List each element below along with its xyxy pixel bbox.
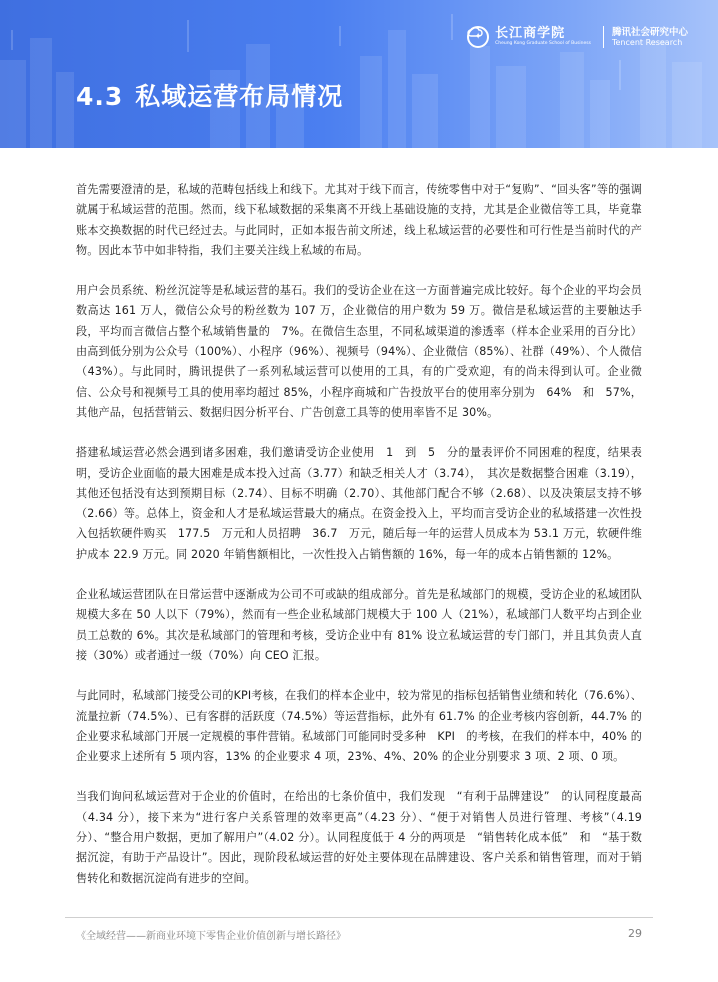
- logo-divider: [603, 26, 604, 48]
- tencent-logo-en: Tencent Research: [611, 37, 683, 47]
- header-banner: [0, 0, 718, 148]
- footer-divider: [65, 917, 653, 918]
- footer-report-title: 《全域经营——新商业环境下零售企业价值创新与增长路径》: [76, 931, 346, 942]
- paragraph-4: 企业私域运营团队在日常运营中逐渐成为公司不可或缺的组成部分。首先是私域部门的规模，受访企业的私域团队规模大多在 50 人以下（79%），然而有一些企业私域部门规模大于 100 人（21%），私域部门人数平均占到企业员工总数的 6%。其次是私域部门的管理和考核，受访企业中有 81% 设立私域运营的专门部门，并且其负责人直接（30%）或者通过一级（70%）向 CEO 汇报。: [76, 588, 642, 662]
- tencent-logo-icon: [467, 26, 483, 38]
- section-title: [76, 77, 343, 113]
- section-number: 4.3: [76, 82, 124, 111]
- ckgsb-logo: [495, 27, 591, 47]
- tencent-research-logo: [612, 27, 688, 48]
- ckgsb-logo-en: Cheung Kong Graduate School of Business: [495, 41, 591, 46]
- paragraph-2: 用户会员系统、粉丝沉淀等是私域运营的基石。我们的受访企业在这一方面普遍完成比较好。每个企业的平均会员数高达 161 万人，微信公众号的粉丝数为 107 万，企业微信的用户数为 59 万。微信是私域运营的主要触达手段，平均而言微信占整个私域销售量的 7%。在微信生态里，不同私域渠道的渗透率（样本企业采用的百分比）由高到低分别为公众号（100%）、小程序（96%）、视频号（94%）、企业微信（85%）、社群（49%）、个人微信（43%）。与此同时，腾讯提供了一系列私域运营可以使用的工具，有的广受欢迎，有的尚未得到认可。企业微信、公众号和视频号工具的使用率均超过 85%，小程序商城和广告投放平台的使用率分别为 64% 和 57%，其他产品，包括营销云、数据归因分析平台、广告创意工具等的使用率皆不足 30%。: [76, 284, 642, 419]
- paragraph-1: 首先需要澄清的是，私域的范畴包括线上和线下。尤其对于线下而言，传统零售中对于“复购”、“回头客”等的强调就属于私域运营的范围。然而，线下私域数据的采集离不开线上基础设施的支持，尤其是企业微信等工具，毕竟靠账本交换数据的时代已经过去。与此同时，正如本报告前文所述，线上私域运营的必要性和可行性是当前时代的产物。因此本节中如非特指，我们主要关注线上私域的布局。: [76, 183, 642, 257]
- paragraph-3: 搭建私域运营必然会遇到诸多困难，我们邀请受访企业使用 1 到 5 分的量表评价不同困难的程度，结果表明，受访企业面临的最大困难是成本投入过高（3.77）和缺乏相关人才（3.74）， 其次是数据整合困难（3.19），其他还包括没有达到预期目标（2.74）、目标不明确（2.70）、其他部门配合不够（2.68）、以及决策层支持不够（2.66）等。总体上，资金和人才是私域运营最大的痛点。在资金投入上，平均而言受访企业的私域搭建一次性投入包括软硬件购买 177.5 万元和人员招聘 36.7 万元，随后每一年的运营人员成本为 53.1 万元，软硬件维护成本 22.9 万元。同 2020 年销售额相比，一次性投入占销售额的 16%，每一年的成本占销售额的 12%。: [76, 446, 642, 561]
- paragraph-5: 与此同时，私域部门接受公司的KPI考核，在我们的样本企业中，较为常见的指标包括销售业绩和转化（76.6%）、流量拉新（74.5%）、已有客群的活跃度（74.5%）等运营指标，此外有 61.7% 的企业考核内容创新，44.7% 的企业要求私域部门开展一定规模的事件营销。私域部门可能同时受多种 KPI 的考核，在我们的样本中，40% 的企业要求上述所有 5 项内容，13% 的企业要求 4 项，23%、4%、20% 的企业分别要求 3 项、2 项、0 项。: [76, 689, 642, 764]
- header-logos: [467, 26, 688, 48]
- body-text: [76, 180, 642, 909]
- paragraph-6: 当我们询问私域运营对于企业的价值时，在给出的七条价值中，我们发现 “有利于品牌建设” 的认同程度最高（4.34 分），接下来为“进行客户关系管理的效率更高”（4.23 分）、“便于对销售人员进行管理、考核”（4.19 分）、“整合用户数据，更加了解用户”（4.02 分）。认同程度低于 4 分的两项是 “销售转化成本低” 和 “基于数据沉淀，有助于产品设计”。因此，现阶段私域运营的好处主要体现在品牌建设、客户关系和销售管理，而对于销售转化和数据沉淀尚有进步的空间。: [76, 790, 642, 885]
- city-skyline-background: [0, 0, 718, 148]
- tencent-logo-cn: 腾讯社会研究中心: [611, 26, 688, 38]
- ckgsb-seal-icon: ✦: [467, 26, 489, 48]
- ckgsb-logo-cn: 长江商学院: [495, 26, 566, 41]
- page-number: 29: [628, 927, 642, 940]
- section-title-text: 私域运营布局情况: [135, 82, 344, 111]
